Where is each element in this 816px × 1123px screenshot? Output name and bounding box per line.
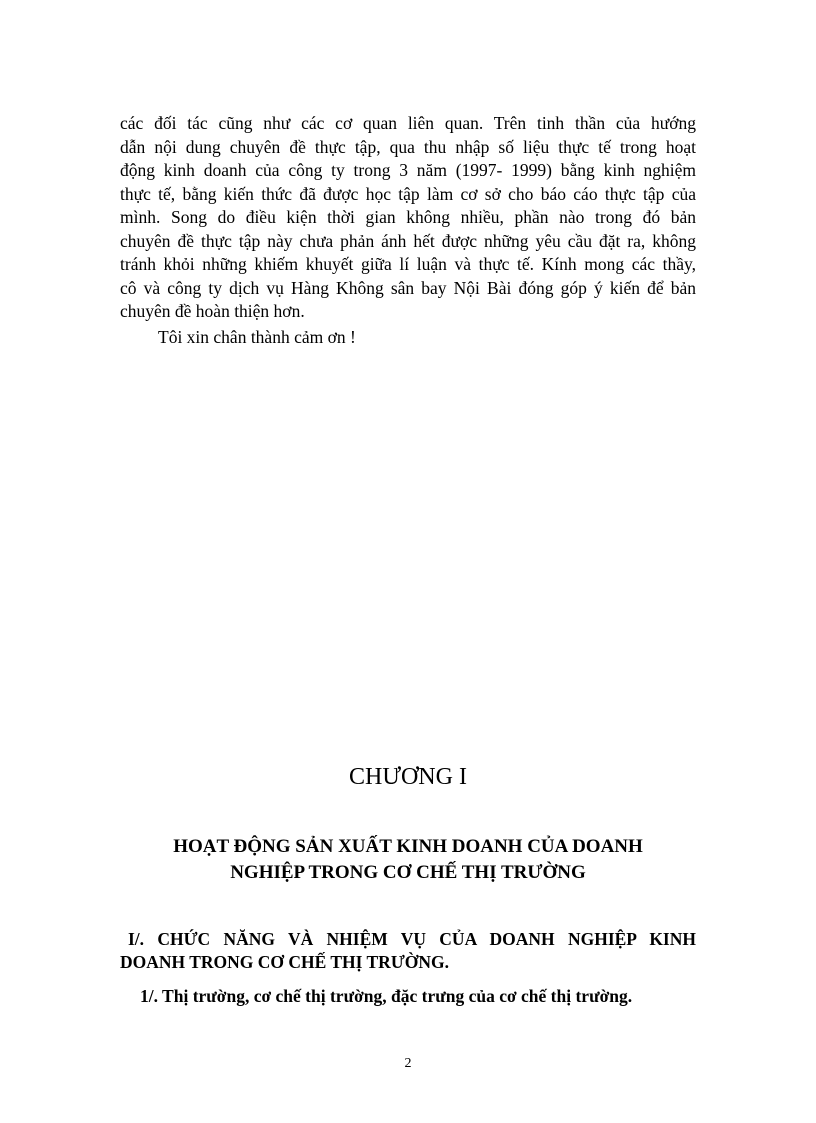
paragraph-line: động kinh doanh của công ty trong 3 năm (1997- 1999) bằng kinh nghiệm <box>120 160 696 180</box>
chapter-title-line: NGHIỆP TRONG CƠ CHẾ THỊ TRƯỜNG <box>230 862 586 883</box>
paragraph-line: thực tế, bằng kiến thức đã được học tập làm cơ sở cho báo cáo thực tập của <box>120 183 696 204</box>
thanks-line: Tôi xin chân thành cảm ơn ! <box>158 327 356 347</box>
chapter-title-line: HOẠT ĐỘNG SẢN XUẤT KINH DOANH CỦA DOANH <box>173 836 643 857</box>
paragraph-line: chuyên đề hoàn thiện hơn. <box>120 301 305 321</box>
paragraph-line: chuyên đề thực tập này chưa phản ánh hết được những yêu cầu đặt ra, không <box>120 230 696 251</box>
section-heading <box>120 928 696 974</box>
paragraph-line: tránh khỏi những khiếm khuyết giữa lí luận và thực tế. Kính mong các thầy, <box>120 254 696 274</box>
paragraph-line: cô và công ty dịch vụ Hàng Không sân bay Nội Bài đóng góp ý kiến để bản <box>120 277 696 298</box>
page-number: 2 <box>404 1056 412 1071</box>
paragraph-line: dẫn nội dung chuyên đề thực tập, qua thu nhập số liệu thực tế trong hoạt <box>120 136 696 157</box>
subsection-heading: 1/. Thị trường, cơ chế thị trường, đặc trưng của cơ chế thị trường. <box>140 986 633 1006</box>
chapter-title <box>120 834 696 886</box>
chapter-heading: CHƯƠNG I <box>349 764 467 790</box>
section-heading-line: I/. CHỨC NĂNG VÀ NHIỆM VỤ CỦA DOANH NGHIỆP KINH <box>128 929 696 949</box>
paragraph-line: các đối tác cũng như các cơ quan liên quan. Trên tinh thần của hướng <box>120 113 696 133</box>
body-paragraph <box>120 112 696 324</box>
paragraph-line: mình. Song do điều kiện thời gian không nhiều, phần nào trong đó bản <box>120 207 696 227</box>
section-heading-line: DOANH TRONG CƠ CHẾ THỊ TRƯỜNG. <box>120 952 449 972</box>
